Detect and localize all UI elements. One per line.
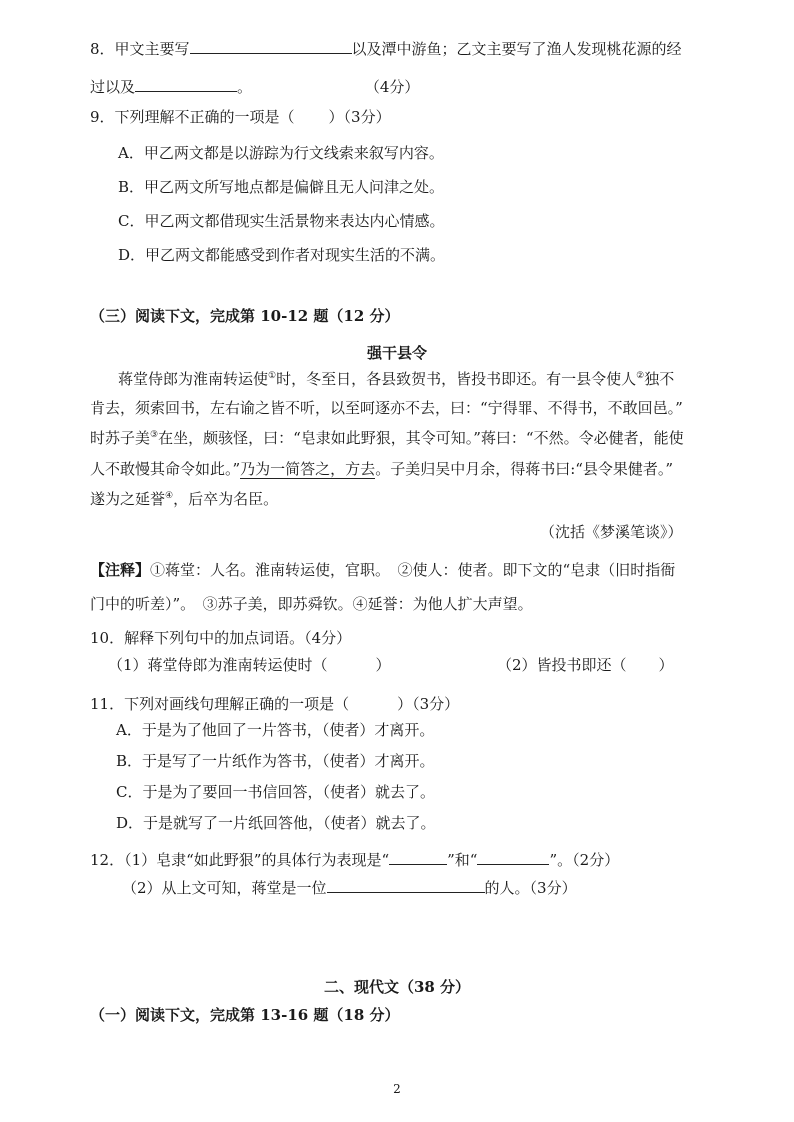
q8-text-d: 。 xyxy=(237,78,253,96)
q11-option-a: A．于是为了他回了一片答书，（使者）才离开。 xyxy=(116,721,435,739)
section3-heading: （三）阅读下文，完成第 10-12 题（12 分） xyxy=(90,307,400,325)
q10-item-1 xyxy=(108,655,391,675)
q9-option-c: C．甲乙两文都借现实生活景物来表达内心情感。 xyxy=(118,212,445,230)
passage-text: 时苏子美 xyxy=(90,429,151,447)
footnote-marker-2: ② xyxy=(636,371,645,381)
q11-option-d: D．于是就写了一片纸回答他，（使者）就去了。 xyxy=(116,814,436,832)
q8-text-c: 过以及 xyxy=(90,78,136,96)
q8-line1 xyxy=(90,38,682,59)
passage-source: （沈括《梦溪笔谈》） xyxy=(540,523,683,541)
footnote-marker-1: ① xyxy=(268,371,277,381)
passage-line-3 xyxy=(90,428,684,448)
passage-text: 独不 xyxy=(644,370,675,388)
passage-text: 在坐，颇骇怪，曰：“皂隶如此野狠，其令可知。”蒋曰：“不然。令必健者，能使 xyxy=(158,429,684,447)
q11-option-b: B．于是写了一片纸作为答书，（使者）才离开。 xyxy=(116,752,435,770)
q12-text: （2）从上文可知，蒋堂是一位 xyxy=(122,879,327,897)
page-number: 2 xyxy=(393,1082,401,1096)
q8-score: （4分） xyxy=(364,78,420,96)
q10-bracket-close: ） xyxy=(658,656,674,674)
q11-option-c: C．于是为了要回一书信回答，（使者）就去了。 xyxy=(116,783,435,801)
passage-line-4 xyxy=(90,459,673,479)
q12-text: ”和“ xyxy=(447,851,478,869)
q9-stem-text: 9．下列理解不正确的一项是（ xyxy=(90,108,295,126)
passage-text: 人不敢慢其命令如此。” xyxy=(90,460,241,478)
notes-line-1 xyxy=(90,560,675,580)
q11-stem xyxy=(90,694,459,714)
q11-stem-text: 11．下列对画线句理解正确的一项是（ xyxy=(90,695,350,713)
q12-text: ”。（2分） xyxy=(549,851,620,869)
notes-label: 【注释】 xyxy=(90,561,151,579)
q9-option-d: D．甲乙两文都能感受到作者对现实生活的不满。 xyxy=(118,246,446,264)
q12-answer-blank-1[interactable] xyxy=(389,849,447,865)
passage-text: ，后卒为名臣。 xyxy=(173,490,279,508)
q8-answer-blank-1[interactable] xyxy=(190,38,352,54)
q10-item-2 xyxy=(497,655,674,675)
q10-item-1-text: （1）蒋堂侍郎为淮南转运使时（ xyxy=(108,656,328,674)
part2-heading: 二、现代文（38 分） xyxy=(323,978,471,996)
passage-line-5 xyxy=(90,489,278,509)
q12-text: 的人。（3分） xyxy=(484,879,577,897)
q10-bracket-close: ） xyxy=(375,656,391,674)
passage-text: 。子美归吴中月余，得蒋书曰:“县令果健者。” xyxy=(375,460,674,478)
q12-text: 12．（1）皂隶“如此野狠”的具体行为表现是“ xyxy=(90,851,390,869)
notes-line-2: 门中的听差）”。 ③苏子美，即苏舜钦。④延誉：为他人扩大声望。 xyxy=(90,595,533,613)
notes-text: ①蒋堂：人名。淮南转运使，官职。 ②使人：使者。即下文的“皂隶（旧时指衙 xyxy=(150,561,676,579)
passage-text: 遂为之延誉 xyxy=(90,490,166,508)
part2-subheading: （一）阅读下文，完成第 13-16 题（18 分） xyxy=(90,1006,400,1024)
q9-option-b: B．甲乙两文所写地点都是偏僻且无人问津之处。 xyxy=(118,178,445,196)
q11-score: ）（3分） xyxy=(397,695,460,713)
q9-score: ）（3分） xyxy=(328,108,391,126)
q8-line2 xyxy=(90,76,419,97)
q8-text-b: 以及潭中游鱼；乙文主要写了渔人发现桃花源的经 xyxy=(351,40,682,58)
q10-item-2-text: （2）皆投书即还（ xyxy=(497,656,627,674)
underlined-sentence: 乃为一简答之，方去 xyxy=(240,460,376,478)
passage-text: 蒋堂侍郎为淮南转运使 xyxy=(118,370,269,388)
passage-text: 时，冬至日，各县致贺书，皆投书即还。有一县令使人 xyxy=(276,370,637,388)
passage-line-2: 肯去，须索回书，左右谕之皆不听，以至呵逐亦不去，曰：“宁得罪、不得书，不敢回邑。” xyxy=(90,399,683,417)
q12-answer-blank-2[interactable] xyxy=(477,849,549,865)
q12-answer-blank-3[interactable] xyxy=(327,877,485,893)
q8-answer-blank-2[interactable] xyxy=(135,76,237,92)
footnote-marker-4: ④ xyxy=(165,491,174,501)
q10-stem: 10．解释下列句中的加点词语。（4分） xyxy=(90,629,352,647)
footnote-marker-3: ③ xyxy=(150,430,159,440)
passage-title: 强干县令 xyxy=(366,344,427,362)
q9-stem xyxy=(90,107,391,127)
passage-line-1 xyxy=(118,369,674,389)
q8-text-a: 8．甲文主要写 xyxy=(90,40,190,58)
q12-line-1 xyxy=(90,849,619,870)
q9-option-a: A．甲乙两文都是以游踪为行文线索来叙写内容。 xyxy=(118,144,444,162)
q12-line-2 xyxy=(122,877,577,898)
